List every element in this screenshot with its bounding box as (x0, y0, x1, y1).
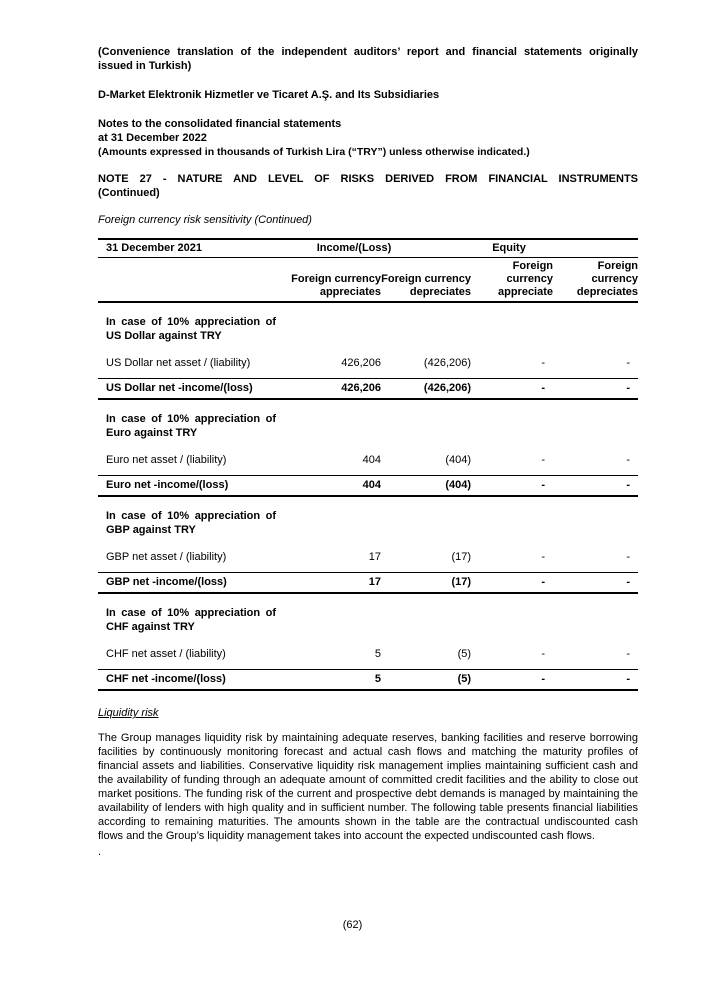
value-cell: - (471, 476, 553, 497)
case-heading-usd-line1: In case of 10% appreciation of (106, 316, 276, 328)
liquidity-risk-paragraph: The Group manages liquidity risk by maintaining adequate reserves, banking facilities and reserve borrowing facilities by continuously monitoring forecast and actual cash flows and matching the maturity profiles of financial assets and liabilities. Conservative liquidity risk management implies maintaining sufficient cash and the availability of funding through an adequate amount of committed credit facilities and the ability to close out market positions. The funding risk of the current and prospective debt demands is managed by maintaining the availability of lenders with high quality and in sufficient number. The following table presents financial liabilities according to remaining maturities. The amounts shown in the table are the contractual undiscounted cash flows and the Group’s liquidity management takes into account the expected undiscounted cash flows. (98, 732, 638, 842)
translation-note (98, 45, 638, 73)
value-cell: - (626, 648, 631, 660)
case-heading-chf-line2: CHF against TRY (106, 621, 195, 633)
case-heading-chf (98, 593, 638, 634)
value-cell: - (541, 454, 546, 466)
translation-note-line2: issued in Turkish) (98, 60, 192, 72)
stray-period: . (98, 846, 102, 858)
value-cell: - (553, 379, 638, 400)
total-row-label: Euro net -income/(loss) (98, 476, 288, 497)
table-row (98, 634, 638, 670)
value-cell: 17 (288, 573, 381, 594)
value-cell: - (471, 379, 553, 400)
company-name: D-Market Elektronik Hizmetler ve Ticaret A.Ş. and Its Subsidiaries (98, 89, 440, 101)
value-cell: (426,206) (423, 357, 472, 369)
value-cell: 426,206 (288, 379, 381, 400)
value-cell: - (471, 573, 553, 594)
fx-sensitivity-table (98, 238, 638, 691)
value-cell: - (626, 357, 631, 369)
report-title: Notes to the consolidated financial statements (98, 118, 342, 130)
row-label: US Dollar net asset / (liability) (106, 357, 251, 369)
value-cell: - (626, 454, 631, 466)
value-cell: (5) (457, 648, 472, 660)
table-row (98, 537, 638, 573)
liquidity-risk-heading: Liquidity risk (98, 707, 159, 719)
table-column-header-row (98, 258, 638, 303)
table-row (98, 440, 638, 476)
case-heading-usd-line2: US Dollar against TRY (106, 330, 222, 342)
total-row-label: GBP net -income/(loss) (98, 573, 288, 594)
value-cell: - (553, 670, 638, 691)
section-subtitle: Foreign currency risk sensitivity (Continued) (98, 214, 312, 226)
note-27-heading-line2: (Continued) (98, 187, 160, 199)
income-loss-group-header: Income/(Loss) (288, 239, 471, 258)
page-number: (62) (342, 919, 363, 931)
table-row (98, 399, 638, 440)
empty-header-cell (98, 258, 288, 303)
case-heading-gbp-line1: In case of 10% appreciation of (106, 510, 276, 522)
value-cell: (17) (451, 551, 472, 563)
note-27-heading (98, 172, 638, 200)
value-cell: (5) (381, 670, 471, 691)
value-cell: - (553, 573, 638, 594)
table-row (98, 302, 638, 343)
value-cell: (404) (381, 476, 471, 497)
table-row (98, 593, 638, 634)
case-heading-gbp (98, 496, 638, 537)
value-cell: 404 (362, 454, 381, 466)
value-cell: - (471, 670, 553, 691)
column-header-income-appreciates: Foreign currency appreciates (288, 258, 381, 303)
equity-group-header: Equity (471, 239, 638, 258)
case-heading-chf-line1: In case of 10% appreciation of (106, 607, 276, 619)
total-row-label: CHF net -income/(loss) (98, 670, 288, 691)
table-total-row (98, 670, 638, 691)
value-cell: 17 (368, 551, 381, 563)
value-cell: 426,206 (341, 357, 381, 369)
column-header-income-depreciates: Foreign currency depreciates (381, 258, 471, 303)
date-column-header: 31 December 2021 (98, 239, 288, 258)
translation-note-line1: (Convenience translation of the independent auditors’ report and financial statements originally (98, 46, 638, 58)
value-cell: - (541, 551, 546, 563)
note-27-heading-line1: NOTE 27 - NATURE AND LEVEL OF RISKS DERIVED FROM FINANCIAL INSTRUMENTS (98, 173, 638, 185)
value-cell: - (553, 476, 638, 497)
value-cell: 404 (288, 476, 381, 497)
case-heading-gbp-line2: GBP against TRY (106, 524, 196, 536)
table-group-header-row (98, 239, 638, 258)
case-heading-euro (98, 399, 638, 440)
case-heading-euro-line2: Euro against TRY (106, 427, 198, 439)
report-header (98, 117, 638, 159)
row-label: GBP net asset / (liability) (106, 551, 227, 563)
table-total-row (98, 573, 638, 594)
case-heading-euro-line1: In case of 10% appreciation of (106, 413, 276, 425)
amounts-note: (Amounts expressed in thousands of Turkish Lira (“TRY”) unless otherwise indicated.) (98, 146, 530, 158)
value-cell: - (541, 357, 546, 369)
value-cell: (426,206) (381, 379, 471, 400)
table-total-row (98, 476, 638, 497)
column-header-equity-appreciate: Foreign currency appreciate (471, 258, 553, 303)
column-header-equity-depreciates: Foreign currency depreciates (553, 258, 638, 303)
value-cell: (17) (381, 573, 471, 594)
row-label: Euro net asset / (liability) (106, 454, 227, 466)
value-cell: (404) (445, 454, 472, 466)
case-heading-usd (98, 302, 638, 343)
table-row (98, 343, 638, 379)
value-cell: - (541, 648, 546, 660)
value-cell: 5 (374, 648, 381, 660)
row-label: CHF net asset / (liability) (106, 648, 226, 660)
value-cell: - (626, 551, 631, 563)
table-total-row (98, 379, 638, 400)
table-row (98, 496, 638, 537)
report-date: at 31 December 2022 (98, 132, 207, 144)
total-row-label: US Dollar net -income/(loss) (98, 379, 288, 400)
value-cell: 5 (288, 670, 381, 691)
